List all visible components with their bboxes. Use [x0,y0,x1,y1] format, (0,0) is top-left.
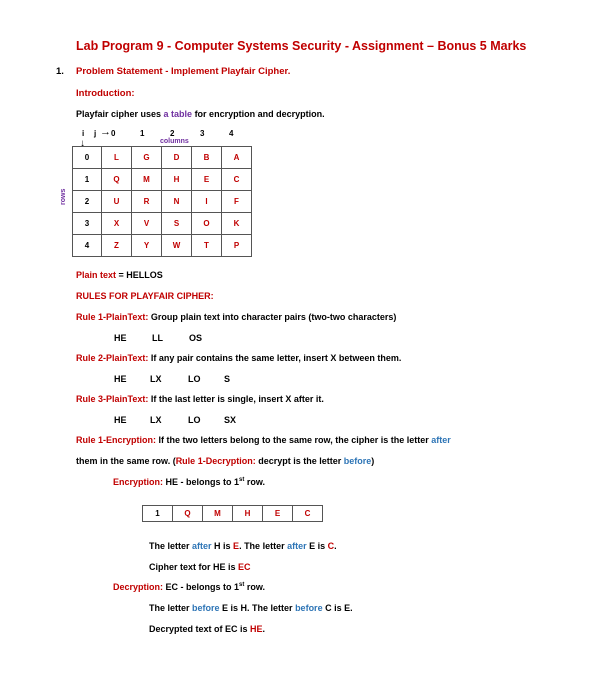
grid-cell: G [132,147,162,169]
rule1-enc-line [76,435,519,445]
rule3-line [76,394,324,404]
dec-explain-p3: C is E. [322,603,353,613]
grid-row [73,235,252,257]
encryption-sup: st [239,477,245,483]
dec-explain-before1: before [192,603,220,613]
rule1-dec-before: before [343,456,372,466]
col-header-4: 4 [229,129,234,138]
dec-explain [149,603,353,613]
cipher-text-value: EC [238,562,251,572]
enc-explain-after2: after [287,541,307,551]
grid-cell: E [192,169,222,191]
grid-row-index: 0 [73,147,102,169]
rule2-pair: HE [114,374,127,384]
grid-cell: O [192,213,222,235]
grid-cell: I [192,191,222,213]
grid-row-index: 2 [73,191,102,213]
intro-sentence [76,109,325,119]
grid-cell: Y [132,235,162,257]
grid-cell: N [162,191,192,213]
columns-label: columns [160,138,189,145]
decryption-label: Decryption: [113,582,164,592]
page-title: Lab Program 9 - Computer Systems Security - Assignment – Bonus 5 Marks [76,39,527,53]
dec-explain-before2: before [295,603,323,613]
grid-row-index: 1 [73,169,102,191]
grid-cell: Q [102,169,132,191]
grid-cell: V [132,213,162,235]
grid-cell: T [192,235,222,257]
encryption-line [113,477,265,487]
rule1-enc-label: Rule 1-Encryption: [76,435,157,445]
row-table-cell: C [293,506,323,522]
decrypted-label: Decrypted text of EC is [149,624,251,634]
rule1-text: Group plain text into character pairs (two-two characters) [148,312,397,322]
rules-heading: RULES FOR PLAYFAIR CIPHER: [76,291,214,301]
plain-text-line [76,270,163,280]
grid-cell: M [132,169,162,191]
playfair-table [72,146,252,257]
rule2-text: If any pair contains the same letter, insert X between them. [148,353,402,363]
dec-explain-p1: The letter [149,603,193,613]
rule1-pair: LL [152,333,163,343]
grid-cell: B [192,147,222,169]
decryption-line [113,582,265,592]
rule2-pair: S [224,374,231,384]
dec-explain-p2: E is H. The letter [219,603,296,613]
intro-text-after: for encryption and decryption. [192,109,325,119]
col-header-0: 0 [111,129,116,138]
enc-explain [149,541,337,551]
encryption-label: Encryption: [113,477,164,487]
rule3-pair: LX [150,415,162,425]
cipher-text-line [149,562,251,572]
grid-cell: F [222,191,252,213]
enc-explain-p1: The letter [149,541,193,551]
grid-row [73,169,252,191]
introduction-label: Introduction: [76,88,135,99]
grid-cell: H [162,169,192,191]
grid-cell: K [222,213,252,235]
plain-text-value: = HELLOS [116,270,163,280]
grid-row-index: 4 [73,235,102,257]
enc-explain-p4: E is [306,541,328,551]
intro-highlight: a table [163,109,193,119]
decryption-tail: row. [244,582,266,592]
row-table-cell: M [203,506,233,522]
rule3-pair: HE [114,415,127,425]
decrypted-line [149,624,265,634]
grid-corner-i: i [82,129,85,138]
encryption-tail: row. [244,477,266,487]
decryption-text: EC - belongs to 1 [163,582,240,592]
rule1-enc-after: after [431,435,451,445]
grid-cell: Z [102,235,132,257]
grid-cell: A [222,147,252,169]
col-header-1: 1 [140,129,145,138]
section-heading: Problem Statement - Implement Playfair Cipher. [76,66,291,77]
rule2-line [76,353,401,363]
col-header-2: 2 [170,129,175,138]
rule2-pair: LX [150,374,162,384]
grid-cell: P [222,235,252,257]
grid-cell: L [102,147,132,169]
rule1-dec-close: ) [371,456,375,466]
rule1-enc-line2 [76,456,374,466]
row-table-cell: 1 [143,506,173,522]
rule3-text: If the last letter is single, insert X after it. [148,394,324,404]
rule3-label: Rule 3-PlainText: [76,394,149,404]
grid-cell: C [222,169,252,191]
enc-explain-p2: H is [211,541,234,551]
rule2-pair: LO [188,374,201,384]
section-number: 1. [56,66,64,77]
plain-text-label: Plain text [76,270,117,280]
row-table-cell: Q [173,506,203,522]
col-header-3: 3 [200,129,205,138]
rule2-label: Rule 2-PlainText: [76,353,149,363]
row-table-cell: H [233,506,263,522]
rule3-pair: SX [224,415,237,425]
enc-explain-after1: after [192,541,212,551]
grid-row [73,147,252,169]
enc-explain-c: C [327,541,335,551]
rule1-pair: HE [114,333,127,343]
decryption-sup: st [239,582,245,588]
grid-cell: X [102,213,132,235]
grid-cell: W [162,235,192,257]
cipher-text-label: Cipher text for HE is [149,562,239,572]
row-table [142,505,323,522]
rule1-dec-label: Rule 1-Decryption: [175,456,256,466]
grid-cell: U [102,191,132,213]
decrypted-end: . [262,624,266,634]
rule1-label: Rule 1-PlainText: [76,312,149,322]
grid-cell: R [132,191,162,213]
rule1-line [76,312,396,322]
grid-row-index: 3 [73,213,102,235]
rule3-pair: LO [188,415,201,425]
grid-row [73,191,252,213]
enc-explain-p5: . [334,541,337,551]
encryption-text: HE - belongs to 1 [163,477,240,487]
arrow-down-icon: ↓ [80,138,85,149]
rule1-pair: OS [189,333,203,343]
intro-text-before: Playfair cipher uses [76,109,164,119]
rule1-enc-text2: them in the same row. ( [76,456,176,466]
enc-explain-p3: . The letter [239,541,288,551]
enc-explain-e: E [233,541,240,551]
grid-cell: S [162,213,192,235]
grid-corner-j: j [94,129,97,138]
rule1-dec-text: decrypt is the letter [255,456,344,466]
rows-label: rows [60,188,67,205]
decrypted-value: HE [250,624,263,634]
arrow-right-icon: → [100,126,111,138]
grid-cell: D [162,147,192,169]
rule1-enc-text: If the two letters belong to the same row, the cipher is the letter [156,435,432,445]
row-table-cell: E [263,506,293,522]
grid-row [73,213,252,235]
